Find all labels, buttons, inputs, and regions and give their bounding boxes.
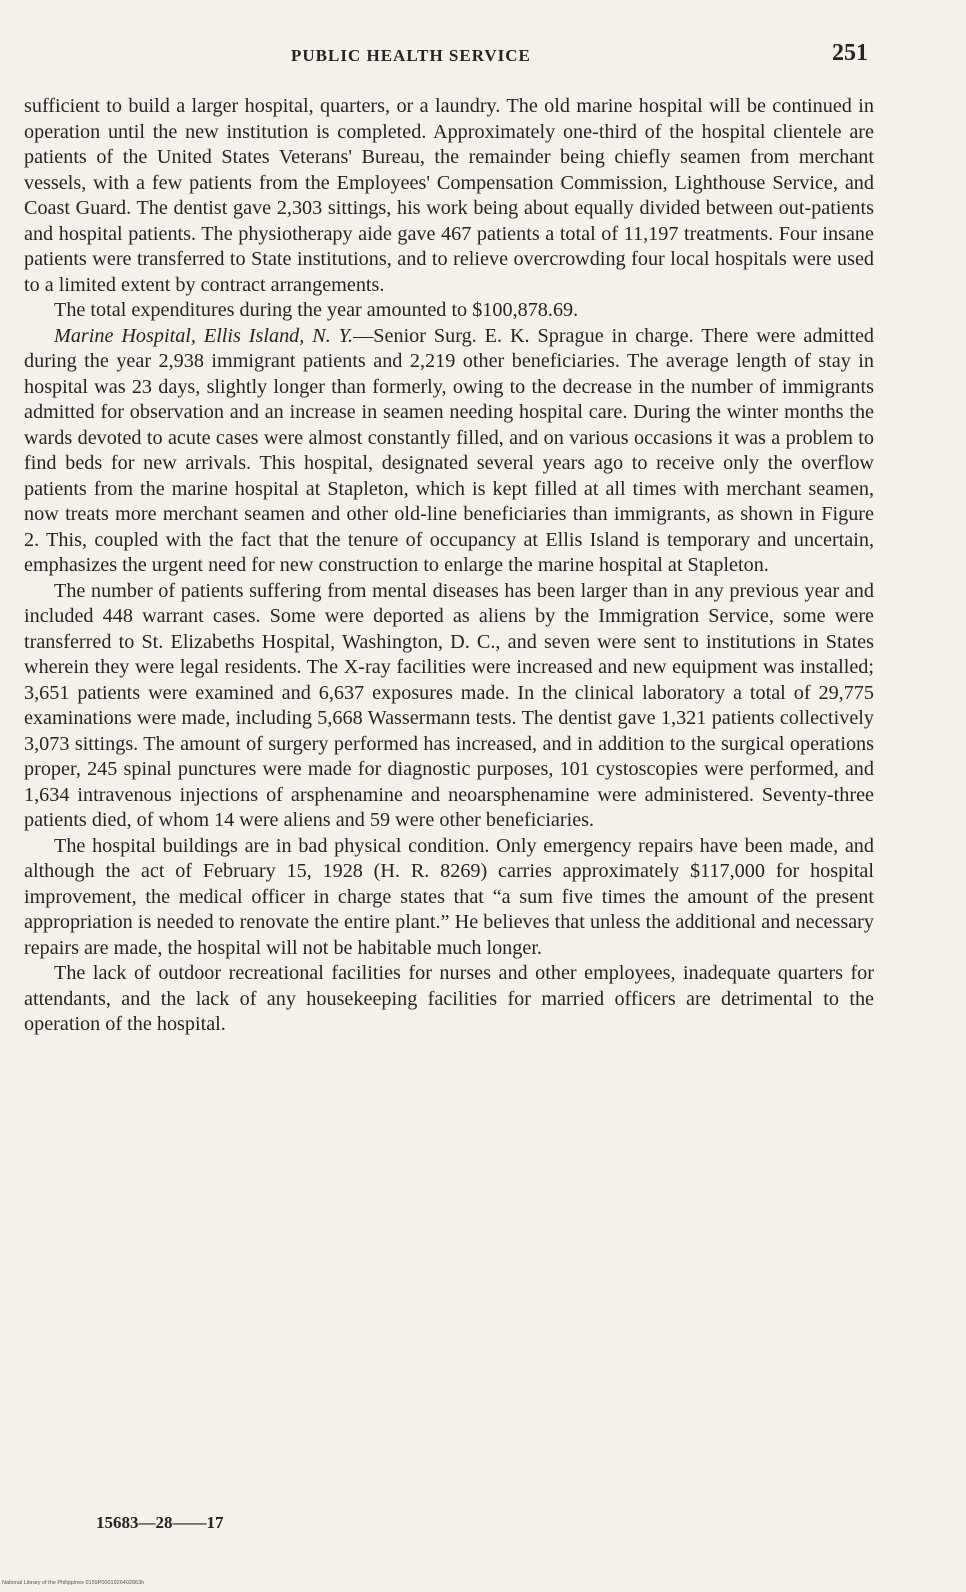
running-head	[26, 40, 868, 76]
paragraph-text: The lack of outdoor recreational facilities for nurses and other employees, inadequate quarters for attendants, and the lack of any housekeeping facilities for married officers are detrimental to the operation of the hospital.	[24, 962, 874, 1035]
scan-stamp: National Library of the Philippines 0159P0001926402863h	[2, 1580, 145, 1586]
printer-signature: 15683—28——17	[96, 1513, 224, 1532]
paragraph	[24, 298, 874, 324]
paragraph-text: The hospital buildings are in bad physical condition. Only emergency repairs have been made, and although the act of February 15, 1928 (H. R. 8269) carries approximately $117,000 for hospital improvement, the medical officer in charge states that “a sum five times the amount of the present appropriation is needed to renovate the entire plant.” He believes that unless the additional and necessary repairs are made, the hospital will not be habitable much longer.	[24, 834, 874, 959]
paragraph	[24, 324, 874, 579]
paragraph	[24, 961, 874, 1038]
running-title: PUBLIC HEALTH SERVICE	[291, 46, 531, 65]
paragraph-text: —Senior Surg. E. K. Sprague in charge. There were admitted during the year 2,938 immigrant patients and 2,219 other beneficiaries. The average length of stay in hospital was 23 days, slightly longer than formerly, owing to the decrease in the number of immigrants admitted for observation and an increase in seamen needing hospital care. During the winter months the wards devoted to acute cases were almost constantly filled, and on various occasions it was a problem to find beds for new arrivals. This hospital, designated several years ago to receive only the overflow patients from the marine hospital at Stapleton, which is kept filled at all times with merchant seamen, now treats more merchant seamen and other old-line beneficiaries than immigrants, as shown in Figure 2. This, coupled with the fact that the tenure of occupancy at Ellis Island is temporary and uncertain, emphasizes the urgent need for new construction to enlarge the marine hospital at Stapleton.	[24, 324, 874, 576]
paragraph-text: The total expenditures during the year amounted to $100,878.69.	[54, 299, 579, 321]
paragraph	[24, 834, 874, 962]
paragraph-text: The number of patients suffering from mental diseases has been larger than in any previous year and included 448 warrant cases. Some were deported as aliens by the Immigration Service, some were transferred to St. Elizabeths Hospital, Washington, D. C., and seven were sent to institutions in States wherein they were legal residents. The X-ray facilities were increased and new equipment was installed; 3,651 patients were examined and 6,637 exposures made. In the clinical laboratory a total of 29,775 examinations were made, including 5,668 Wassermann tests. The dentist gave 1,321 patients collectively 3,073 sittings. The amount of surgery performed has increased, and in addition to the surgical operations proper, 245 spinal punctures were made for diagnostic purposes, 101 cystoscopies were performed, and 1,634 intravenous injections of arsphenamine and neoarsphenamine were administered. Seventy-three patients died, of whom 14 were aliens and 59 were other beneficiaries.	[24, 579, 874, 831]
section-run-in-heading: Marine Hospital, Ellis Island, N. Y.	[54, 324, 354, 347]
paragraph	[24, 94, 874, 298]
page-number: 251	[832, 40, 868, 66]
body-text	[24, 94, 874, 1038]
paragraph-text: sufficient to build a larger hospital, quarters, or a laundry. The old marine hospital will be continued in operation until the new institution is completed. Approximately one-third of the hospital clientele are patients of the United States Veterans' Bureau, the remainder being chiefly seamen from merchant vessels, with a few patients from the Employees' Compensation Commission, Lighthouse Service, and Coast Guard. The dentist gave 2,303 sittings, his work being about equally divided between out-patients and hospital patients. The physiotherapy aide gave 467 patients a total of 11,197 treatments. Four insane patients were transferred to State institutions, and to relieve overcrowding four local hospitals were used to a limited extent by contract arrangements.	[24, 95, 874, 296]
paragraph	[24, 579, 874, 834]
